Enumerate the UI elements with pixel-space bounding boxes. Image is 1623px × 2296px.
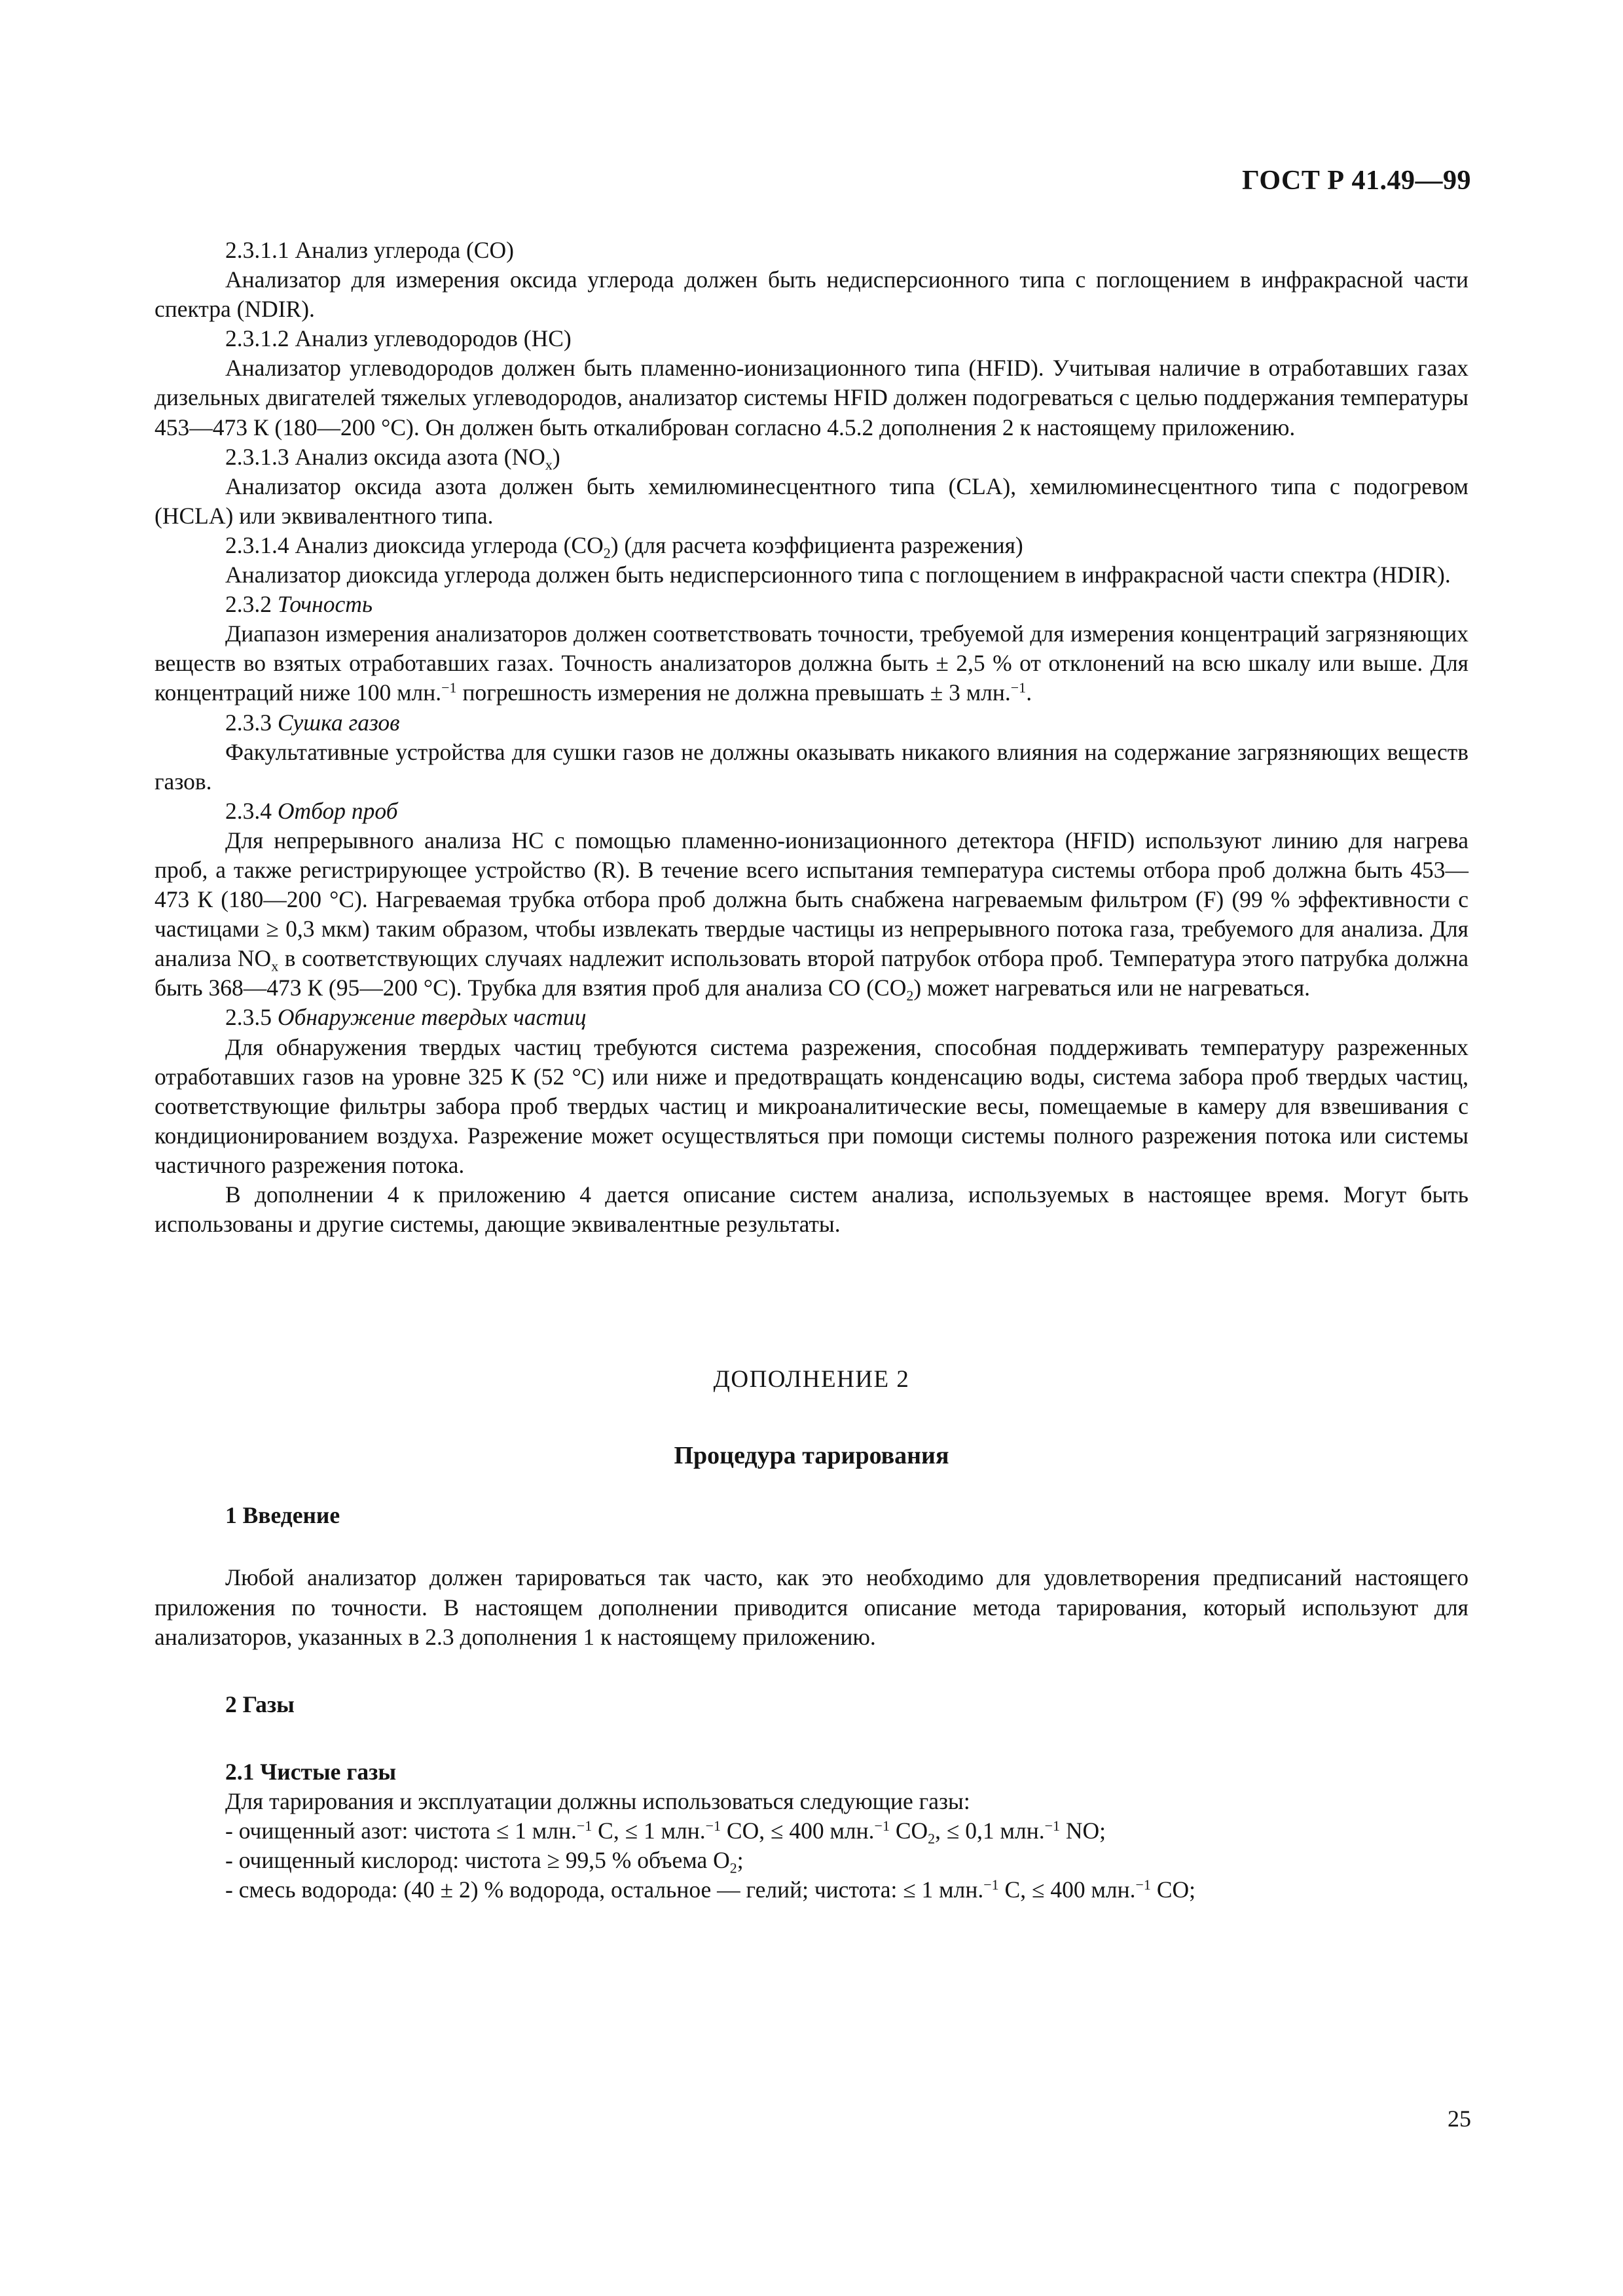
- section-2-3-3-heading: 2.3.3 Сушка газов: [225, 709, 400, 736]
- appendix-title: Процедура тарирования: [674, 1442, 949, 1470]
- section-1-heading: 1 Введение: [225, 1502, 340, 1529]
- section-2-3-1-3-heading: 2.3.1.3 Анализ оксида азота $(NO_x)$: [225, 443, 560, 473]
- section-2-3-1-4-body: Анализатор диоксида углерода должен быть недисперсионного типа с поглощением в инфракрасной части спектра (HDIR).: [225, 562, 1451, 588]
- gas-list: [155, 1787, 1468, 1905]
- section-2-3-4-heading: 2.3.4 Отбор проб: [225, 797, 398, 824]
- list-item: - очищенный кислород: чистота ≥ 99,5 % объема $O_2$;: [225, 1847, 744, 1876]
- section-2-3-1-2-heading: 2.3.1.2 Анализ углеводородов (НС): [225, 325, 572, 352]
- section-2-3-1-2-body: Анализатор углеводородов должен быть пламенно-ионизационного типа (HFID). Учитывая наличие в отработавших газах дизельных двигателей тяжелых углеводородов, анализатор системы HFID должен подогреваться с целью поддержания температуры 453—473 К (180—200 °С). Он должен быть откалиброван согласно 4.5.2 дополнения 2 к настоящему приложению.: [155, 355, 1468, 440]
- main-text: [155, 236, 1468, 1905]
- section-2-3-3-body: Факультативные устройства для сушки газов не должны оказывать никакого влияния на содержание загрязняющих веществ газов.: [155, 738, 1468, 795]
- section-1-body: Любой анализатор должен тарироваться так часто, как это необходимо для удовлетворения предписаний настоящего приложения по точности. В настоящем дополнении приводится описание метода тарирования, который используют для анализаторов, указанных в 2.3 дополнения 1 к настоящему приложению.: [155, 1564, 1468, 1650]
- section-2-3-5-body: Для обнаружения твердых частиц требуются система разрежения, способная поддерживать температуру разреженных отработавших газов на уровне 325 К (52 °С) или ниже и предотвращать конденсацию воды, система забора проб твердых частиц, соответствующие фильтры забора проб твердых частиц и микроаналитические весы, помещаемые в камеру для взвешивания с кондиционированием воздуха. Разрежение может осуществляться при помощи системы полного разрежения потока или системы частичного разрежения потока.: [155, 1033, 1468, 1178]
- section-2-heading: 2 Газы: [225, 1691, 295, 1717]
- section-2-3-2-heading: 2.3.2 Точность: [225, 591, 373, 618]
- section-2-1-heading: 2.1 Чистые газы: [225, 1758, 397, 1785]
- list-item: - очищенный азот: чистота ≤ 1 млн.$^{-1}$ С, ≤ 1 млн.$^{-1}$ СО, ≤ 400 млн.$^{-1}$ $СО_2$, ≤ 0,1 млн.$^{-1}$ NO;: [225, 1817, 1106, 1847]
- page-number: 25: [1448, 2106, 1471, 2132]
- section-2-3-1-3-body: Анализатор оксида азота должен быть хемилюминесцентного типа (CLA), хемилюминесцентного типа с подогревом (HCLA) или эквивалентного типа.: [155, 473, 1468, 529]
- section-2-3-1-4-heading: 2.3.1.4 Анализ диоксида углерода $(СО_2)$ (для расчета коэффициента разрежения): [225, 531, 1023, 562]
- section-2-3-4-body: Для непрерывного анализа НС с помощью пламенно-ионизационного детектора (HFID) используют линию для нагрева проб, а также регистрирующее устройство (R). В течение всего испытания температура системы отбора проб должна быть 453—473 К (180—200 °С). Нагреваемая трубка отбора проб должна быть снабжена нагреваемым фильтром (F) (99 % эффективности с частицами ≥ 0,3 мкм) таким образом, чтобы извлекать твердые частицы из непрерывного потока газа, требуемого для анализа. Для анализа $NO_x$ в соответствующих случаях надлежит использовать второй патрубок отбора проб. Температура этого патрубка должна быть 368—473 К (95—200 °С). Трубка для взятия проб для анализа СО $(СО_2)$ может нагреваться или не нагреваться.: [155, 827, 1468, 1005]
- section-2-3-1-1-body: Анализатор для измерения оксида углерода должен быть недисперсионного типа с поглощением в инфракрасной части спектра (NDIR).: [155, 266, 1468, 323]
- section-2-3-1-1-heading: 2.3.1.1 Анализ углерода (СО): [225, 237, 514, 263]
- standard-code-header: ГОСТ Р 41.49—99: [1242, 166, 1471, 196]
- gas-list-intro: Для тарирования и эксплуатации должны использоваться следующие газы:: [225, 1787, 970, 1814]
- section-2-3-2-body: Диапазон измерения анализаторов должен соответствовать точности, требуемой для измерения концентраций загрязняющих веществ во взятых отработавших газах. Точность анализаторов должна быть ± 2,5 % от отклонений на всю шкалу или выше. Для концентраций ниже 100 млн.$^{-1}$ погрешность измерения не должна превышать ± 3 млн.$^{-1}$.: [155, 620, 1468, 706]
- section-2-3-5-body-2: В дополнении 4 к приложению 4 дается описание систем анализа, используемых в настоящее время. Могут быть использованы и другие системы, дающие эквивалентные результаты.: [155, 1181, 1468, 1238]
- appendix-label: ДОПОЛНЕНИЕ 2: [713, 1366, 910, 1393]
- section-2-3-5-heading: 2.3.5 Обнаружение твердых частиц: [225, 1004, 587, 1031]
- list-item: - смесь водорода: (40 ± 2) % водорода, остальное — гелий; чистота: ≤ 1 млн.$^{-1}$ С, ≤ 400 млн.$^{-1}$ СО;: [225, 1876, 1195, 1903]
